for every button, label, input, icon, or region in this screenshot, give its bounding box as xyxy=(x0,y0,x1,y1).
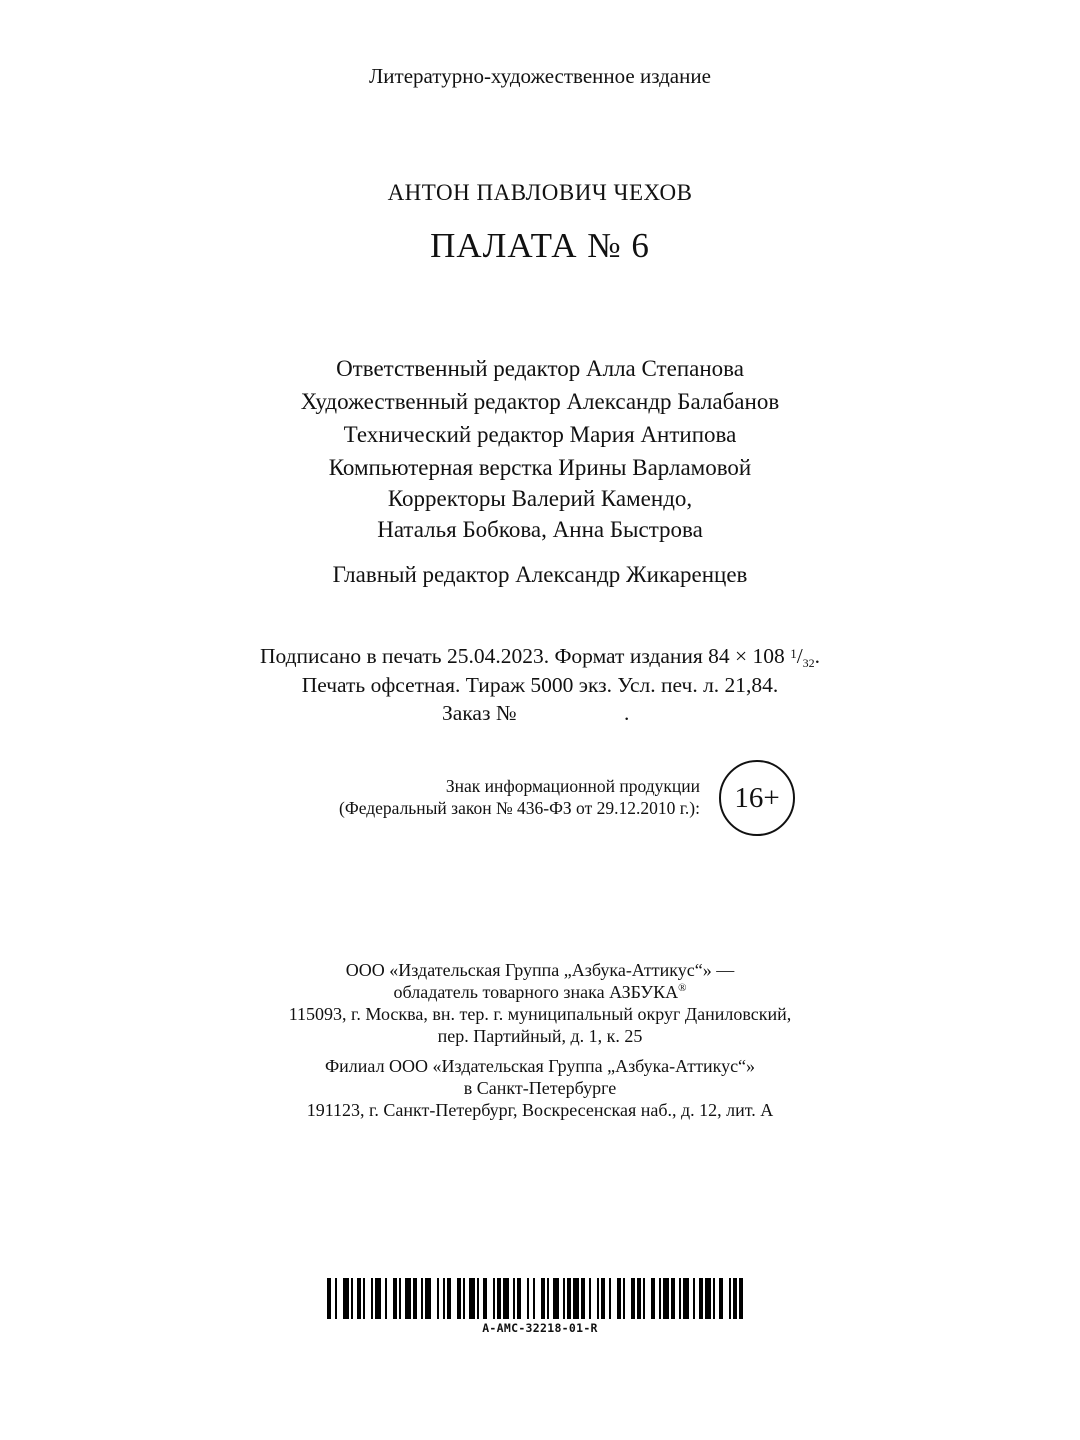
barcode-bar xyxy=(683,1278,689,1319)
barcode-bar xyxy=(553,1278,559,1319)
barcode-bar xyxy=(393,1278,397,1319)
barcode-bar xyxy=(601,1278,605,1319)
barcode-bar xyxy=(699,1278,703,1319)
barcode-bar xyxy=(705,1278,711,1319)
credit-line: Компьютерная верстка Ирины Варламовой xyxy=(328,455,752,480)
credit-line: Наталья Бобкова, Анна Быстрова xyxy=(377,517,703,542)
book-title: ПАЛАТА № 6 xyxy=(430,226,650,265)
credit-line: Технический редактор Мария Антипова xyxy=(343,422,737,447)
barcode-bar xyxy=(533,1278,535,1319)
barcode-bar xyxy=(327,1278,331,1319)
publisher-line: 115093, г. Москва, вн. тер. г. муниципальный округ Даниловский, xyxy=(288,1004,792,1024)
barcode-bar xyxy=(357,1278,361,1319)
edition-type: Литературно-художественное издание xyxy=(369,64,711,88)
barcode-bar xyxy=(541,1278,545,1319)
barcode-bar xyxy=(371,1278,373,1319)
branch-line: 191123, г. Санкт-Петербург, Воскресенская наб., д. 12, лит. А xyxy=(306,1100,774,1120)
barcode-bar xyxy=(527,1278,529,1319)
barcode-bar xyxy=(573,1278,579,1319)
barcode-bar xyxy=(693,1278,695,1319)
print-format: Подписано в печать 25.04.2023. Формат издания 84 × 108 xyxy=(259,644,785,668)
barcode-bar xyxy=(631,1278,635,1319)
publisher-line: ООО «Издательская Группа „Азбука-Аттикус“» — xyxy=(345,960,735,980)
order-label: Заказ № xyxy=(442,701,517,725)
barcode-bar xyxy=(497,1278,501,1319)
credit-line: Художественный редактор Александр Балабанов xyxy=(300,389,780,414)
barcode-bar xyxy=(581,1278,585,1319)
print-line-1-end: . xyxy=(814,644,821,668)
barcode-bar xyxy=(589,1278,591,1319)
barcode-bar xyxy=(437,1278,439,1319)
branch-line: в Санкт-Петербурге xyxy=(463,1078,617,1098)
barcode-bar xyxy=(733,1278,737,1319)
barcode-bar xyxy=(443,1278,445,1319)
barcode-bar xyxy=(719,1278,723,1319)
barcode-bar xyxy=(671,1278,675,1319)
barcode-bar xyxy=(351,1278,353,1319)
barcode-bar xyxy=(483,1278,487,1319)
info-marking xyxy=(280,775,700,819)
registered-trademark-icon: ® xyxy=(678,982,687,994)
barcode-bar xyxy=(457,1278,461,1319)
barcode-bar xyxy=(343,1278,349,1319)
barcode-bar xyxy=(563,1278,565,1319)
barcode-bar xyxy=(637,1278,641,1319)
fraction-numerator: 1 xyxy=(790,646,797,661)
publisher-line xyxy=(0,982,1080,1003)
barcode-bar xyxy=(447,1278,451,1319)
barcode-bar xyxy=(513,1278,515,1319)
publisher-line: пер. Партийный, д. 1, к. 25 xyxy=(437,1026,643,1046)
barcode-bar xyxy=(617,1278,621,1319)
barcode-bar xyxy=(493,1278,495,1319)
barcode-bar xyxy=(623,1278,625,1319)
credit-line: Корректоры Валерий Камендо, xyxy=(387,486,693,511)
barcode-bar xyxy=(597,1278,599,1319)
age-rating: 16+ xyxy=(734,781,780,814)
barcode-bar xyxy=(651,1278,655,1319)
barcode-bar xyxy=(405,1278,411,1319)
barcode-bar xyxy=(477,1278,479,1319)
barcode-bar xyxy=(739,1278,743,1319)
marking-line-1: Знак информационной продукции xyxy=(445,776,700,796)
barcode-bar xyxy=(663,1278,669,1319)
author-name: АНТОН ПАВЛОВИЧ ЧЕХОВ xyxy=(387,180,693,205)
barcode-bar xyxy=(547,1278,549,1319)
barcode-bar xyxy=(421,1278,423,1319)
barcode-bar xyxy=(713,1278,715,1319)
barcode-bar xyxy=(463,1278,465,1319)
order-end: . xyxy=(624,701,630,725)
credit-line: Ответственный редактор Алла Степанова xyxy=(336,356,744,381)
print-line-1 xyxy=(0,644,1080,671)
barcode-bar xyxy=(567,1278,571,1319)
barcode-bar xyxy=(517,1278,521,1319)
barcode-bar xyxy=(385,1278,387,1319)
print-line-2: Печать офсетная. Тираж 5000 экз. Усл. печ. л. 21,84. xyxy=(301,673,779,697)
barcode-bar xyxy=(609,1278,611,1319)
barcode-bar xyxy=(659,1278,661,1319)
barcode-bar xyxy=(729,1278,731,1319)
barcode-icon xyxy=(327,1278,749,1319)
trademark-line: обладатель товарного знака АЗБУКА xyxy=(393,982,679,1002)
branch-line: Филиал ООО «Издательская Группа „Азбука-Аттикус“» xyxy=(324,1056,756,1076)
marking-line-2: (Федеральный закон № 436-ФЗ от 29.12.2010 г.): xyxy=(339,798,700,818)
age-rating-badge xyxy=(719,760,795,836)
barcode-bar xyxy=(399,1278,401,1319)
barcode-label: A-AMC-32218-01-R xyxy=(482,1321,598,1335)
barcode-bar xyxy=(469,1278,475,1319)
chief-editor: Главный редактор Александр Жикаренцев xyxy=(332,562,748,587)
barcode-bar xyxy=(335,1278,337,1319)
barcode-bar xyxy=(375,1278,381,1319)
barcode-bar xyxy=(363,1278,365,1319)
fraction-denominator: 32 xyxy=(802,656,815,670)
barcode-bar xyxy=(413,1278,417,1319)
fraction-slash: / xyxy=(796,644,803,668)
barcode-bar xyxy=(679,1278,681,1319)
barcode-bar xyxy=(425,1278,431,1319)
barcode-bar xyxy=(503,1278,509,1319)
barcode-bar xyxy=(643,1278,645,1319)
